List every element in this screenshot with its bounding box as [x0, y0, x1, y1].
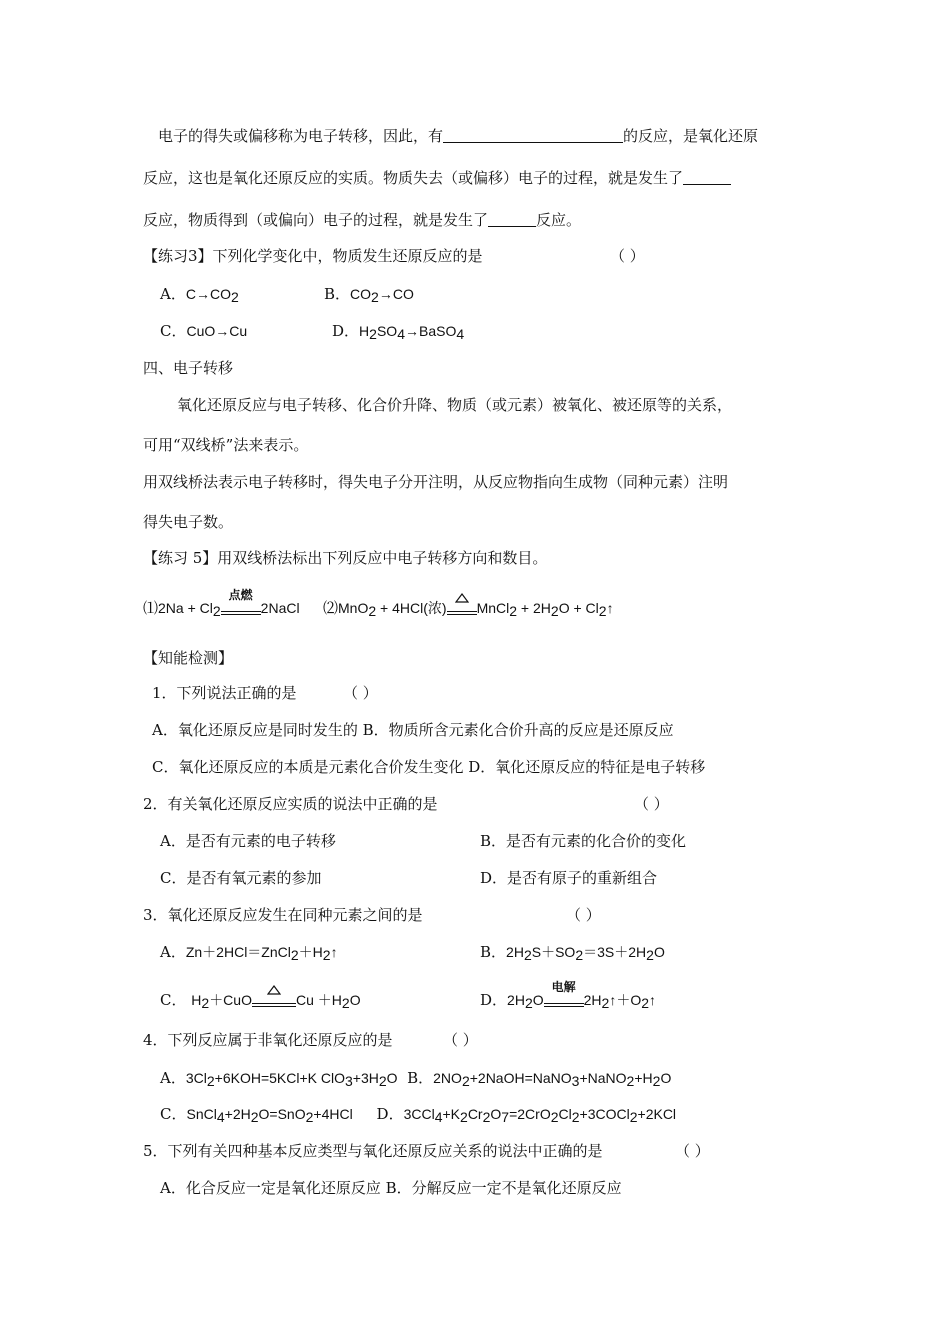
answer-blank[interactable] [488, 211, 536, 227]
ex3-option-c: C．CuO→Cu [160, 322, 248, 340]
question-5-paren: （ ） [675, 1142, 710, 1160]
q3-option-d: D．$2H_2O$ 电解 $2H_2↑+O_2↑$ [480, 980, 657, 1011]
q5-options-ab: A．化合反应一定是氧化还原反应 B．分解反应一定不是氧化还原反应 [160, 1179, 622, 1197]
intro-line-3: 反应，物质得到（或偏向）电子的过程，就是发生了 反应。 [143, 211, 582, 229]
equals-sign [544, 1003, 584, 1007]
q3-option-a: A．$Zn+2HCl=ZnCl_2+H_2↑$ [160, 943, 338, 963]
section-4-p1: 氧化还原反应与电子转移、化合价升降、物质（或元素）被氧化、被还原等的关系， [177, 396, 733, 414]
q1-options-ab: A．氧化还原反应是同时发生的 B．物质所含元素化合价升高的反应是还原反应 [152, 721, 674, 739]
question-3: 3．氧化还原反应发生在同种元素之间的是 [143, 906, 423, 924]
heat-triangle-icon [455, 593, 469, 603]
q2-option-c: C．是否有氧元素的参加 [160, 869, 322, 887]
exercise-3-title: 【练习3】下列化学变化中，物质发生还原反应的是 [143, 247, 483, 265]
q3-option-b: B．$2H_2S+SO_2=3S+2H_2O$ [480, 943, 665, 963]
section-4-p2: 可用“双线桥”法来表示。 [143, 436, 309, 454]
heat-triangle-icon [267, 985, 281, 995]
q4-options-cd: C．$SnCl_4+2H_2O=SnO_2+4HCl$ D．$3CCl_4+K_2Cr_2O_7=2CrO_2Cl_2+3COCl_2+2KCl$ [160, 1105, 677, 1125]
question-5: 5．下列有关四种基本反应类型与氧化还原反应关系的说法中正确的是 [143, 1142, 603, 1160]
section-4-heading: 四、电子转移 [143, 359, 234, 377]
equals-sign [252, 1003, 296, 1007]
answer-blank[interactable] [443, 127, 623, 143]
exercise-3-paren: （ ） [610, 247, 645, 265]
ignition-condition: 点燃 [221, 605, 261, 615]
ex3-option-d: D．$H_2SO_4\to BaSO_4$ [332, 322, 465, 342]
q3-option-c: C． $H_2+CuO$ $Cu +H_2O$ [160, 990, 361, 1010]
section-4-p3: 用双线桥法表示电子转移时，得失电子分开注明，从反应物指向生成物（同种元素）注明 [143, 473, 729, 491]
ex3-option-b: B．$CO_2\to CO$ [324, 285, 414, 305]
equals-sign [447, 611, 477, 615]
section-4-p4: 得失电子数。 [143, 513, 234, 531]
heat-condition [252, 997, 296, 1007]
question-2-paren: （ ） [634, 795, 669, 813]
question-1: 1．下列说法正确的是 [152, 684, 297, 702]
heat-condition [447, 605, 477, 615]
q2-option-d: D．是否有原子的重新组合 [480, 869, 658, 887]
question-1-paren: （ ） [343, 684, 378, 702]
reaction-2: ⑵MnO$_2$ + 4HCl(浓) MnCl$_2$ + $2H_2O$ + $Cl_2↑$ [323, 598, 614, 618]
question-4: 4．下列反应属于非氧化还原反应的是 [143, 1031, 393, 1049]
question-2: 2．有关氧化还原反应实质的说法中正确的是 [143, 795, 438, 813]
answer-blank[interactable] [683, 169, 731, 185]
exercise-5-title: 【练习 5】用双线桥法标出下列反应中电子转移方向和数目。 [143, 549, 548, 567]
q2-option-b: B．是否有元素的化合价的变化 [480, 832, 687, 850]
intro-line-2: 反应，这也是氧化还原反应的实质。物质失去（或偏移）电子的过程，就是发生了 [143, 168, 731, 188]
q4-options-ab: A．$3Cl_2+6KOH=5KCl+K$ $ClO_3+3H_2O$ B．$2NO_2+2NaOH=NaNO_3+NaNO_2+H_2O$ [160, 1069, 672, 1089]
question-3-paren: （ ） [566, 906, 601, 924]
ex3-option-a: A．$C\to CO_2$ [160, 285, 239, 305]
check-heading: 【知能检测】 [143, 649, 234, 667]
equals-sign [221, 611, 261, 615]
q2-option-a: A．是否有元素的电子转移 [160, 832, 336, 850]
q1-options-cd: C．氧化还原反应的本质是元素化合价发生变化 D．氧化还原反应的特征是电子转移 [152, 758, 706, 776]
reaction-1: ⑴2Na + $Cl_2$ 点燃 2NaCl [143, 588, 300, 619]
intro-line-1: 电子的得失或偏移称为电子转移，因此，有 的反应，是氧化还原 [158, 127, 759, 145]
question-4-paren: （ ） [443, 1031, 478, 1049]
electrolysis-condition: 电解 [544, 997, 584, 1007]
